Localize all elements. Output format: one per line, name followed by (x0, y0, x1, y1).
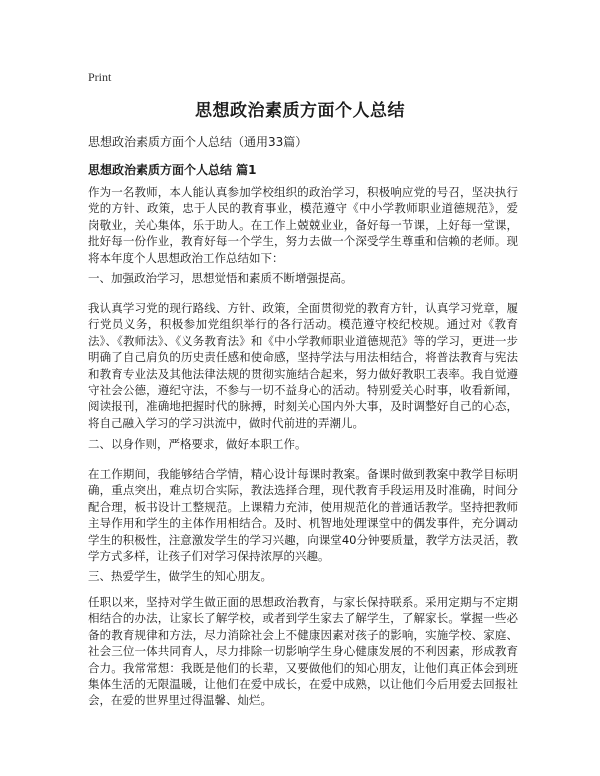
body-paragraph-job-duty: 在工作期间，我能够结合学情，精心设计每课时教案。备课时做到教案中教学目标明确，重点突出，难点切合实际，教法选择合理，现代教育手段运用及时准确，时间分配合理，板书设计工整规范。上课精力充沛，使用规范化的普通话教学。坚持把教师主导作用和学生的主体作用相结合。及时、机智地处理课堂中的偶发事件，充分调动学生的积极性，注意激发学生的学习兴趣，向课堂40分钟要质量，教学方法灵活，教学方式多样，让孩子们对学习保持浓厚的兴趣。 (88, 467, 518, 564)
body-paragraph-political-study: 我认真学习党的现行路线、方针、政策，全面贯彻党的教育方针，认真学习党章，履行党员义务，积极参加党组织举行的各行活动。模范遵守校纪校规。通过对《教育法》、《教师法》、《义务教育法》和《中小学教师职业道德规范》等的学习，更进一步明确了自己肩负的历史责任感和使命感，坚持学法与用法相结合，将普法教育与宪法和教育专业法及其他法律法规的贯彻实施结合起来，努力做好教职工表率。我自觉遵守社会公德，遵纪守法，不参与一切不益身心的活动。特别爱关心时事，收看新闻，阅读报刊，准确地把握时代的脉搏，时刻关心国内外大事，及时调整好自己的心态，将自己融入学习的学习洪流中，做时代前进的弄潮儿。 (88, 301, 518, 430)
section-heading: 思想政治素质方面个人总结 篇1 (88, 163, 257, 177)
document-subtitle: 思想政治素质方面个人总结（通用33篇） (88, 135, 308, 149)
body-paragraph-care-students: 任职以来，坚持对学生做正面的思想政治教育，与家长保持联系。采用定期与不定期相结合的办法，让家长了解学校，或者到学生家去了解学生，了解家长。掌握一些必备的教育规律和方法，尽力消除社会上不健康因素对孩子的影响，实施学校、家庭、社会三位一体共同育人，尽力排除一切影响学生身心健康发展的不利因素，形成教育合力。我常常想：我既是他们的长辈，又要做他们的知心朋友，让他们真正体会到班集体生活的无限温暖，让他们在爱中成长，在爱中成熟，以让他们今后用爱去回报社会，在爱的世界里过得温馨、灿烂。 (88, 595, 518, 708)
subheading-political-study: 一、加强政治学习，思想觉悟和素质不断增强提高。 (88, 271, 353, 285)
page-title: 思想政治素质方面个人总结 (195, 101, 405, 121)
print-link[interactable]: Print (88, 70, 112, 84)
subheading-care-students: 三、热爱学生，做学生的知心朋友。 (88, 569, 272, 583)
intro-paragraph: 作为一名教师，本人能认真参加学校组织的政治学习，积极响应党的号召，坚决执行党的方针、政策，忠于人民的教育事业，模范遵守《中小学教师职业道德规范》，爱岗敬业，关心集体，乐于助人。在工作上兢兢业业，备好每一节课，上好每一堂课，批好每一份作业，教育好每一个学生，努力去做一个深受学生尊重和信赖的老师。现将本年度个人思想政治工作总结如下： (88, 185, 518, 265)
subheading-job-duty: 二、以身作则，严格要求，做好本职工作。 (88, 437, 307, 451)
